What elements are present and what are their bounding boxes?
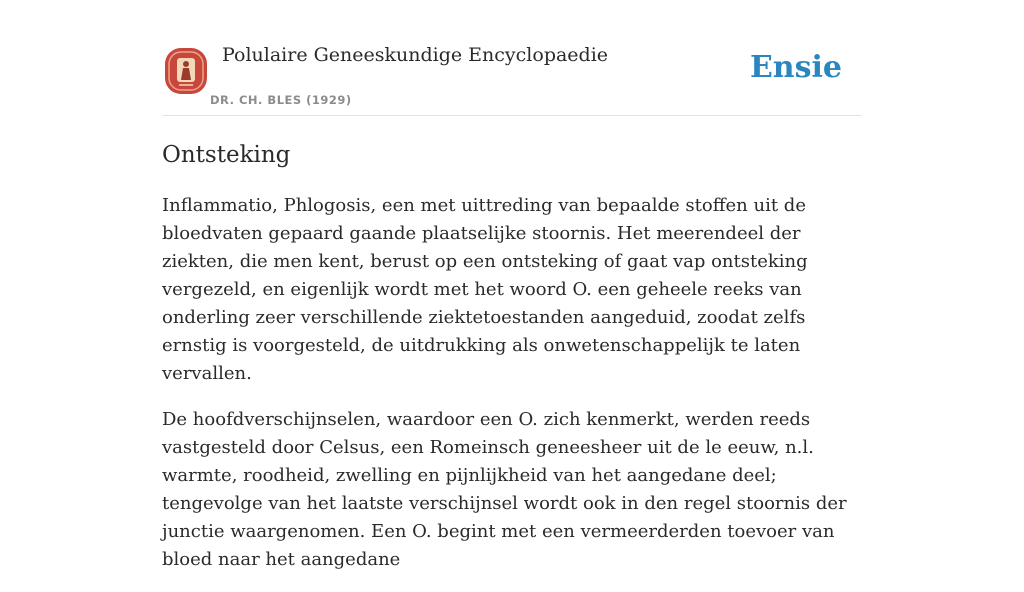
article-paragraph: De hoofdverschijnselen, waardoor een O. zich kenmerkt, werden reeds vastgesteld door Celsus, een Romeinsch geneesheer uit de le eeuw, n.l. warmte, roodheid, zwelling en pijnlijkheid van het aangedane deel; tengevolge van het laatste verschijnsel wordt ook in den regel stoornis der junctie waargenomen. Een O. begint met een vermeerderden toevoer van bloed naar het aangedane [162,409,847,570]
book-logo-icon[interactable] [164,47,208,95]
article-paragraph: Inflammatio, Phlogosis, een met uittreding van bepaalde stoffen uit de bloedvaten gepaard gaande plaatselijke stoornis. Het meerendeel der ziekten, die men kent, berust op een ontsteking of gaat vap ontsteking vergezeld, en eigenlijk wordt met het woord O. een geheele reeks van onderling zeer verschillende ziektetoestanden aangeduid, zoodat zelfs ernstig is voorgesteld, de uitdrukking als onwetenschappelijk te laten vervallen. [162,195,808,384]
article-body [162,192,862,574]
page-container [162,0,862,592]
book-title[interactable]: Polulaire Geneeskundige Encyclopaedie [222,44,609,66]
header [162,0,862,116]
article-title: Ontsteking [162,142,291,168]
brand-logo-link[interactable]: Ensie [749,50,842,85]
book-author: DR. CH. BLES (1929) [210,93,352,107]
